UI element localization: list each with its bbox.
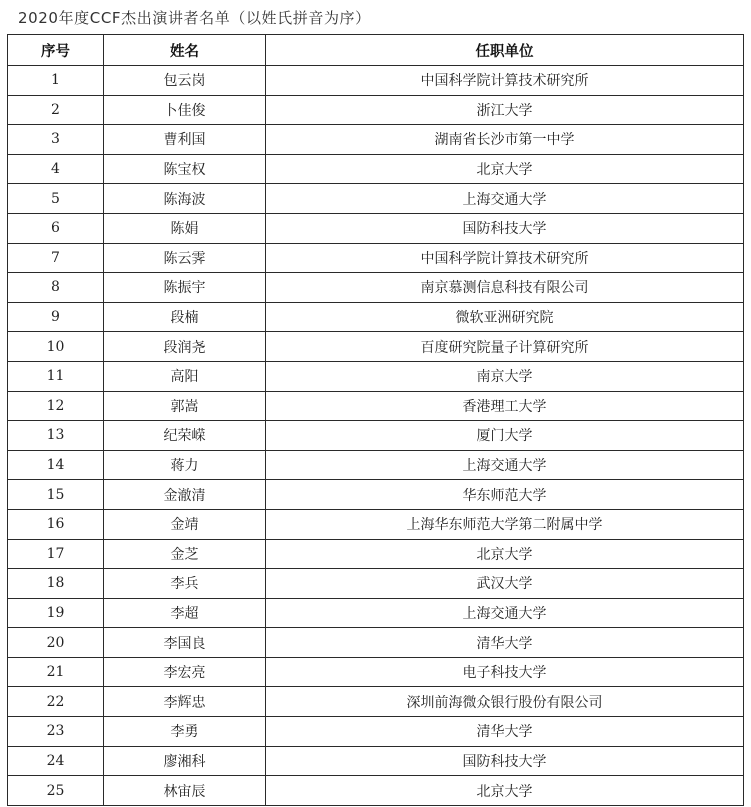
cell-serial-number: 17 (8, 539, 104, 569)
cell-name: 段楠 (104, 302, 266, 332)
cell-serial-number: 11 (8, 361, 104, 391)
cell-name: 段润尧 (104, 332, 266, 362)
cell-serial-number: 24 (8, 746, 104, 776)
table-row (8, 66, 744, 96)
cell-organization: 南京大学 (266, 361, 744, 391)
page-title: 2020年度CCF杰出演讲者名单（以姓氏拼音为序） (18, 9, 371, 27)
cell-serial-number: 3 (8, 125, 104, 155)
cell-name: 金芝 (104, 539, 266, 569)
cell-serial-number: 22 (8, 687, 104, 717)
cell-serial-number: 13 (8, 421, 104, 451)
cell-organization: 武汉大学 (266, 569, 744, 599)
cell-name: 李超 (104, 598, 266, 628)
cell-organization: 北京大学 (266, 776, 744, 806)
cell-serial-number: 21 (8, 657, 104, 687)
table-row (8, 569, 744, 599)
cell-organization: 中国科学院计算技术研究所 (266, 66, 744, 96)
cell-serial-number: 8 (8, 273, 104, 303)
cell-serial-number: 19 (8, 598, 104, 628)
table-row (8, 302, 744, 332)
table-row (8, 243, 744, 273)
cell-organization: 香港理工大学 (266, 391, 744, 421)
cell-serial-number: 5 (8, 184, 104, 214)
cell-name: 李勇 (104, 717, 266, 747)
cell-organization: 南京慕测信息科技有限公司 (266, 273, 744, 303)
cell-name: 卜佳俊 (104, 95, 266, 125)
table-row (8, 184, 744, 214)
cell-organization: 北京大学 (266, 154, 744, 184)
table-row (8, 421, 744, 451)
cell-organization: 北京大学 (266, 539, 744, 569)
table-header-row (8, 35, 744, 66)
cell-name: 李辉忠 (104, 687, 266, 717)
header-name: 姓名 (104, 35, 266, 66)
table-row (8, 509, 744, 539)
cell-serial-number: 6 (8, 213, 104, 243)
cell-name: 陈娟 (104, 213, 266, 243)
cell-name: 李国良 (104, 628, 266, 658)
cell-name: 李兵 (104, 569, 266, 599)
table-row (8, 657, 744, 687)
table-row (8, 480, 744, 510)
table-row (8, 687, 744, 717)
cell-name: 蒋力 (104, 450, 266, 480)
table-row (8, 332, 744, 362)
cell-serial-number: 10 (8, 332, 104, 362)
cell-serial-number: 23 (8, 717, 104, 747)
table-row (8, 213, 744, 243)
table-row (8, 154, 744, 184)
cell-organization: 深圳前海微众银行股份有限公司 (266, 687, 744, 717)
cell-name: 纪荣嵘 (104, 421, 266, 451)
cell-organization: 上海华东师范大学第二附属中学 (266, 509, 744, 539)
cell-name: 郭嵩 (104, 391, 266, 421)
cell-name: 金澈清 (104, 480, 266, 510)
cell-organization: 清华大学 (266, 717, 744, 747)
cell-serial-number: 20 (8, 628, 104, 658)
cell-organization: 上海交通大学 (266, 450, 744, 480)
table-row (8, 273, 744, 303)
table-row (8, 717, 744, 747)
cell-serial-number: 2 (8, 95, 104, 125)
table-row (8, 95, 744, 125)
cell-name: 廖湘科 (104, 746, 266, 776)
cell-name: 李宏亮 (104, 657, 266, 687)
table-row (8, 125, 744, 155)
cell-serial-number: 1 (8, 66, 104, 96)
header-organization: 任职单位 (266, 35, 744, 66)
table-row (8, 539, 744, 569)
cell-name: 陈海波 (104, 184, 266, 214)
speaker-table (7, 34, 744, 806)
cell-serial-number: 7 (8, 243, 104, 273)
cell-serial-number: 15 (8, 480, 104, 510)
cell-name: 高阳 (104, 361, 266, 391)
cell-name: 曹利国 (104, 125, 266, 155)
cell-organization: 中国科学院计算技术研究所 (266, 243, 744, 273)
cell-serial-number: 4 (8, 154, 104, 184)
table-row (8, 391, 744, 421)
cell-organization: 华东师范大学 (266, 480, 744, 510)
cell-organization: 微软亚洲研究院 (266, 302, 744, 332)
table-row (8, 450, 744, 480)
cell-name: 陈云霁 (104, 243, 266, 273)
cell-organization: 上海交通大学 (266, 184, 744, 214)
cell-organization: 浙江大学 (266, 95, 744, 125)
cell-name: 林宙辰 (104, 776, 266, 806)
cell-organization: 电子科技大学 (266, 657, 744, 687)
table-row (8, 746, 744, 776)
table-row (8, 628, 744, 658)
cell-serial-number: 14 (8, 450, 104, 480)
cell-serial-number: 12 (8, 391, 104, 421)
cell-name: 陈振宇 (104, 273, 266, 303)
cell-organization: 国防科技大学 (266, 746, 744, 776)
cell-serial-number: 25 (8, 776, 104, 806)
cell-name: 包云岗 (104, 66, 266, 96)
cell-organization: 国防科技大学 (266, 213, 744, 243)
cell-name: 陈宝权 (104, 154, 266, 184)
table-row (8, 776, 744, 806)
cell-organization: 清华大学 (266, 628, 744, 658)
header-serial-number: 序号 (8, 35, 104, 66)
cell-serial-number: 16 (8, 509, 104, 539)
cell-name: 金靖 (104, 509, 266, 539)
cell-serial-number: 9 (8, 302, 104, 332)
cell-organization: 厦门大学 (266, 421, 744, 451)
cell-organization: 百度研究院量子计算研究所 (266, 332, 744, 362)
table-row (8, 598, 744, 628)
cell-serial-number: 18 (8, 569, 104, 599)
cell-organization: 湖南省长沙市第一中学 (266, 125, 744, 155)
table-row (8, 361, 744, 391)
cell-organization: 上海交通大学 (266, 598, 744, 628)
